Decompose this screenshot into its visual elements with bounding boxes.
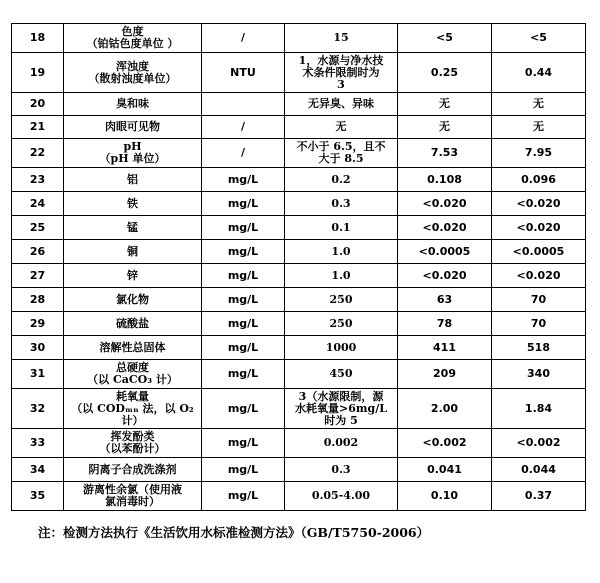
row-number: 33 (12, 429, 64, 458)
limit-value (285, 389, 398, 429)
unit: mg/L (202, 429, 285, 458)
result-value-1: <5 (398, 24, 492, 53)
result-value-1: 无 (398, 116, 492, 139)
table-row (12, 429, 586, 458)
result-value-1: 2.00 (398, 389, 492, 429)
cell-line: 氯化物 (116, 292, 149, 306)
row-number: 30 (12, 336, 64, 360)
cell-line: 总硬度 (116, 361, 149, 374)
cell-line: （散射浊度单位） (88, 71, 177, 85)
cell-line: 挥发酚类 (110, 430, 155, 443)
indicator-name (64, 116, 202, 139)
cell-line: 铝 (127, 172, 138, 186)
limit-value (285, 53, 398, 93)
row-number: 28 (12, 288, 64, 312)
indicator-name (64, 216, 202, 240)
cell-line: 0.002 (323, 436, 359, 449)
table-row (12, 240, 586, 264)
limit-value (285, 482, 398, 511)
table-row (12, 389, 586, 429)
unit: mg/L (202, 240, 285, 264)
cell-line: （pH 单位） (99, 152, 166, 165)
result-value-2: 无 (492, 93, 586, 116)
water-quality-table (11, 23, 586, 511)
cell-line: 臭和味 (116, 97, 149, 110)
unit: / (202, 24, 285, 53)
row-number: 31 (12, 360, 64, 389)
indicator-name (64, 429, 202, 458)
cell-line: 250 (329, 316, 353, 330)
indicator-name (64, 168, 202, 192)
table-row (12, 93, 586, 116)
cell-line: 阴离子合成洗涤剂 (88, 462, 177, 476)
result-value-2: <0.020 (492, 192, 586, 216)
unit: / (202, 139, 285, 168)
result-value-2: 0.37 (492, 482, 586, 511)
indicator-name (64, 240, 202, 264)
cell-line: 0.3 (331, 462, 351, 476)
cell-line: 肉眼可见物 (105, 120, 160, 133)
limit-value (285, 360, 398, 389)
table-row (12, 168, 586, 192)
row-number: 34 (12, 458, 64, 482)
limit-value (285, 192, 398, 216)
result-value-1: <0.020 (398, 216, 492, 240)
cell-line: 1.0 (331, 244, 351, 258)
indicator-name (64, 458, 202, 482)
unit: / (202, 116, 285, 139)
cell-line: 氯消毒时） (105, 495, 160, 508)
unit: mg/L (202, 312, 285, 336)
table-row (12, 216, 586, 240)
limit-value (285, 116, 398, 139)
indicator-name (64, 24, 202, 53)
cell-line: 游离性余氯（使用液 (83, 483, 182, 496)
row-number: 23 (12, 168, 64, 192)
unit: mg/L (202, 458, 285, 482)
table-row (12, 24, 586, 53)
cell-line: 无异臭、异味 (308, 97, 374, 110)
cell-line: 250 (329, 292, 353, 306)
table-row (12, 192, 586, 216)
indicator-name (64, 389, 202, 429)
result-value-1: <0.002 (398, 429, 492, 458)
result-value-2: <0.0005 (492, 240, 586, 264)
result-value-2: 0.044 (492, 458, 586, 482)
cell-line: 0.1 (331, 220, 351, 234)
unit: mg/L (202, 389, 285, 429)
unit: mg/L (202, 288, 285, 312)
cell-line: 15 (333, 31, 349, 44)
unit: mg/L (202, 192, 285, 216)
limit-value (285, 168, 398, 192)
row-number: 32 (12, 389, 64, 429)
table-row (12, 53, 586, 93)
row-number: 25 (12, 216, 64, 240)
indicator-name (64, 360, 202, 389)
cell-line: 450 (329, 367, 353, 380)
limit-value (285, 24, 398, 53)
result-value-2: <0.020 (492, 264, 586, 288)
cell-line: 溶解性总固体 (99, 340, 166, 354)
unit: NTU (202, 53, 285, 93)
limit-value (285, 93, 398, 116)
indicator-name (64, 482, 202, 511)
result-value-1: <0.020 (398, 192, 492, 216)
cell-line: 色度 (121, 25, 144, 38)
unit: mg/L (202, 264, 285, 288)
cell-line: 0.3 (331, 196, 351, 210)
result-value-2: 70 (492, 288, 586, 312)
cell-line: （以苯酚计） (99, 442, 166, 455)
indicator-name (64, 336, 202, 360)
cell-line: 术条件限制时为 (302, 65, 380, 79)
result-value-1: 0.10 (398, 482, 492, 511)
table-row (12, 288, 586, 312)
result-value-2: <5 (492, 24, 586, 53)
limit-value (285, 240, 398, 264)
table-row (12, 360, 586, 389)
table-row (12, 264, 586, 288)
cell-line: 不小于 6.5，且不 (296, 140, 386, 153)
cell-line: 0.2 (331, 172, 351, 186)
cell-line: 锌 (127, 268, 138, 282)
result-value-1: 209 (398, 360, 492, 389)
table-row (12, 482, 586, 511)
row-number: 19 (12, 53, 64, 93)
row-number: 29 (12, 312, 64, 336)
unit: mg/L (202, 360, 285, 389)
unit: mg/L (202, 168, 285, 192)
limit-value (285, 312, 398, 336)
cell-line: 3 (337, 77, 345, 91)
result-value-1: <0.0005 (398, 240, 492, 264)
limit-value (285, 264, 398, 288)
cell-line: 3（水源限制，源 (298, 389, 384, 403)
cell-line: 1.0 (331, 268, 351, 282)
cell-line: 铜 (127, 244, 138, 258)
limit-value (285, 458, 398, 482)
result-value-2: 无 (492, 116, 586, 139)
indicator-name (64, 288, 202, 312)
cell-line: 1，水源与净水技 (298, 53, 384, 67)
result-value-2: 1.84 (492, 389, 586, 429)
row-number: 24 (12, 192, 64, 216)
table-row (12, 139, 586, 168)
row-number: 20 (12, 93, 64, 116)
table-row (12, 312, 586, 336)
row-number: 21 (12, 116, 64, 139)
cell-line: 计） (121, 413, 144, 427)
unit: mg/L (202, 216, 285, 240)
cell-line: 耗氧量 (116, 389, 149, 403)
result-value-1: 0.108 (398, 168, 492, 192)
limit-value (285, 336, 398, 360)
result-value-1: 7.53 (398, 139, 492, 168)
result-value-1: 411 (398, 336, 492, 360)
cell-line: 大于 8.5 (318, 152, 364, 165)
cell-line: （以 CODₘₙ 法，以 O₂ (71, 401, 194, 415)
row-number: 22 (12, 139, 64, 168)
row-number: 26 (12, 240, 64, 264)
cell-line: 1000 (325, 340, 357, 354)
unit: mg/L (202, 336, 285, 360)
table-row (12, 458, 586, 482)
result-value-2: 518 (492, 336, 586, 360)
cell-line: 浑浊度 (116, 59, 149, 73)
result-value-1: 无 (398, 93, 492, 116)
limit-value (285, 139, 398, 168)
limit-value (285, 288, 398, 312)
unit: mg/L (202, 482, 285, 511)
table-body (12, 24, 586, 511)
row-number: 18 (12, 24, 64, 53)
limit-value (285, 429, 398, 458)
row-number: 35 (12, 482, 64, 511)
result-value-2: 0.44 (492, 53, 586, 93)
cell-line: 水耗氧量>6mg/L (295, 401, 387, 415)
cell-line: （以 CaCO₃ 计） (87, 373, 178, 386)
cell-line: 时为 5 (324, 413, 358, 427)
indicator-name (64, 312, 202, 336)
result-value-1: 63 (398, 288, 492, 312)
result-value-2: 0.096 (492, 168, 586, 192)
result-value-1: 0.041 (398, 458, 492, 482)
cell-line: 无 (335, 120, 347, 133)
indicator-name (64, 192, 202, 216)
cell-line: pH (123, 140, 142, 153)
result-value-2: 340 (492, 360, 586, 389)
unit (202, 93, 285, 116)
indicator-name (64, 53, 202, 93)
table-row (12, 336, 586, 360)
method-note: 注：检测方法执行《生活饮用水标准检测方法》（GB/T5750-2006） (38, 525, 430, 540)
indicator-name (64, 93, 202, 116)
limit-value (285, 216, 398, 240)
cell-line: 0.05-4.00 (311, 489, 371, 502)
row-number: 27 (12, 264, 64, 288)
result-value-2: <0.002 (492, 429, 586, 458)
result-value-2: 7.95 (492, 139, 586, 168)
result-value-1: 0.25 (398, 53, 492, 93)
result-value-2: 70 (492, 312, 586, 336)
indicator-name (64, 139, 202, 168)
cell-line: 硫酸盐 (116, 316, 149, 330)
cell-line: 锰 (127, 220, 138, 234)
table-row (12, 116, 586, 139)
result-value-2: <0.020 (492, 216, 586, 240)
result-value-1: <0.020 (398, 264, 492, 288)
cell-line: 铁 (127, 196, 138, 210)
result-value-1: 78 (398, 312, 492, 336)
indicator-name (64, 264, 202, 288)
cell-line: （铂钴色度单位 ） (86, 37, 179, 50)
